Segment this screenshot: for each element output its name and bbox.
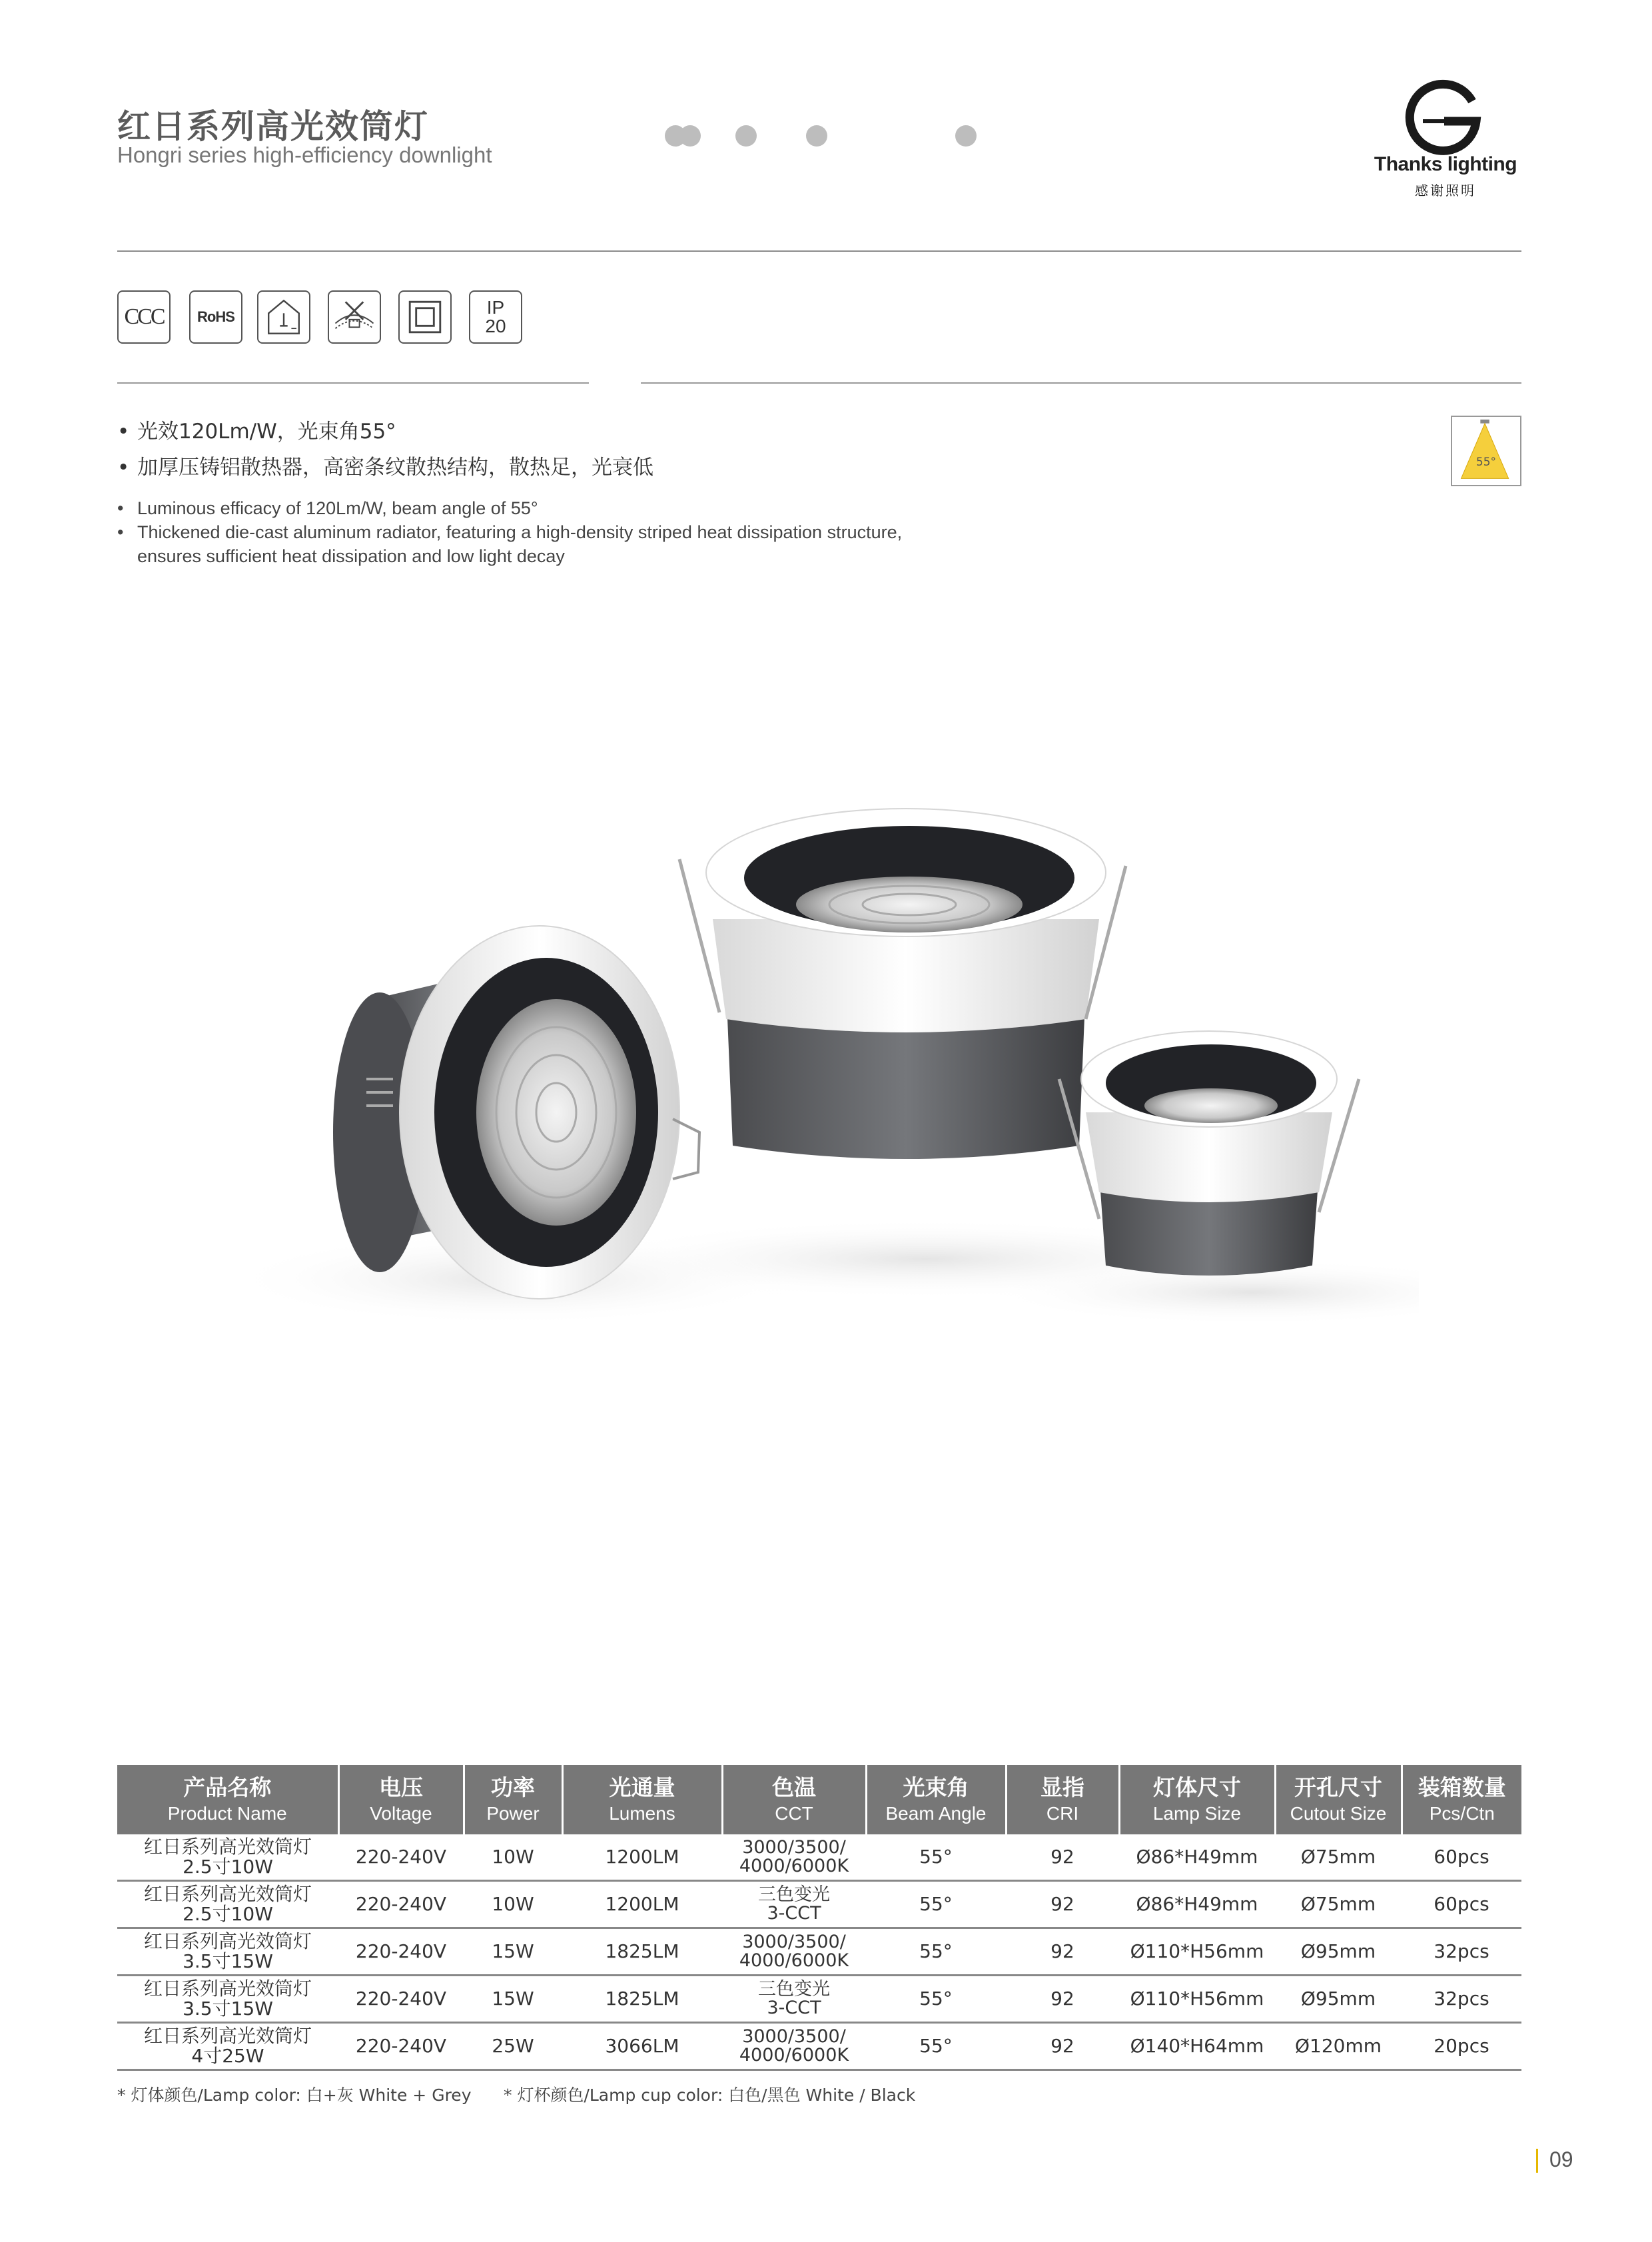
table-header-row — [117, 1765, 1521, 1834]
table-row — [117, 1976, 1521, 2023]
cell-lumens: 1825LM — [562, 1976, 722, 2023]
table-row — [117, 1834, 1521, 1881]
cell-product-name: 红日系列高光效筒灯 2.5寸10W — [117, 1834, 338, 1881]
cell-beam-angle: 55° — [866, 1976, 1006, 2023]
page-title-cn: 红日系列高光效筒灯 — [117, 107, 429, 146]
cell-power: 10W — [464, 1881, 562, 1928]
beam-angle-label: 55° — [1475, 456, 1497, 469]
col-header-pcs-ctn: 装箱数量 Pcs/Ctn — [1402, 1765, 1521, 1834]
note-cup-color: * 灯杯颜色/Lamp cup color: 白色/黑色 White / Black — [504, 2085, 916, 2105]
cell-lamp-size: Ø86*H49mm — [1119, 1834, 1275, 1881]
cell-product-name: 红日系列高光效筒灯 3.5寸15W — [117, 1976, 338, 2023]
cell-lumens: 1825LM — [562, 1928, 722, 1976]
class-two-icon — [398, 290, 452, 344]
note-lamp-color: * 灯体颜色/Lamp color: 白+灰 White + Grey — [117, 2085, 472, 2105]
downlight-small-upright — [1059, 1031, 1359, 1276]
cell-cri: 92 — [1006, 1834, 1119, 1881]
downlight-large-upright — [679, 809, 1126, 1159]
beam-angle-icon — [1451, 416, 1521, 486]
cell-cri: 92 — [1006, 1881, 1119, 1928]
cell-lamp-size: Ø110*H56mm — [1119, 1928, 1275, 1976]
cell-cct: 三色变光 3-CCT — [722, 1881, 866, 1928]
col-header-lamp-size: 灯体尺寸 Lamp Size — [1119, 1765, 1275, 1834]
cell-lumens: 1200LM — [562, 1834, 722, 1881]
decor-dot — [735, 125, 757, 147]
cell-pcs-ctn: 60pcs — [1402, 1834, 1521, 1881]
cell-cri: 92 — [1006, 2023, 1119, 2070]
brand-name-en: Thanks lighting — [1374, 153, 1517, 175]
col-header-cutout-size: 开孔尺寸 Cutout Size — [1275, 1765, 1402, 1834]
cell-cutout-size: Ø95mm — [1275, 1928, 1402, 1976]
no-insulation-cover-icon — [328, 290, 381, 344]
spec-table — [117, 1765, 1521, 2071]
col-header-power: 功率 Power — [464, 1765, 562, 1834]
ip-value: 20 — [485, 316, 506, 336]
feature-en-3: ensures sufficient heat dissipation and low light decay — [137, 546, 565, 566]
table-row — [117, 1928, 1521, 1976]
cell-cct: 3000/3500/ 4000/6000K — [722, 1928, 866, 1976]
cell-cct: 3000/3500/ 4000/6000K — [722, 2023, 866, 2070]
table-row — [117, 1881, 1521, 1928]
brand-logo-icon — [1403, 77, 1484, 159]
col-header-cri: 显指 CRI — [1006, 1765, 1119, 1834]
cell-beam-angle: 55° — [866, 1881, 1006, 1928]
cell-power: 15W — [464, 1976, 562, 2023]
cell-cct: 3000/3500/ 4000/6000K — [722, 1834, 866, 1881]
table-row — [117, 2023, 1521, 2070]
header-divider — [117, 250, 1521, 252]
cell-cri: 92 — [1006, 1928, 1119, 1976]
cell-voltage: 220-240V — [338, 1881, 464, 1928]
cell-lamp-size: Ø110*H56mm — [1119, 1976, 1275, 2023]
page-title-en: Hongri series high-efficiency downlight — [117, 143, 492, 167]
page-number-accent — [1536, 2149, 1538, 2173]
col-header-beam-angle: 光束角 Beam Angle — [866, 1765, 1006, 1834]
cell-beam-angle: 55° — [866, 1928, 1006, 1976]
section-divider-right — [641, 382, 1521, 384]
feature-en-2: • Thickened die-cast aluminum radiator, featuring a high-density striped heat dissipation structure, — [117, 522, 903, 542]
cell-product-name: 红日系列高光效筒灯 4寸25W — [117, 2023, 338, 2070]
decor-dot — [806, 125, 827, 147]
cell-lumens: 1200LM — [562, 1881, 722, 1928]
decor-dot — [955, 125, 977, 147]
ip20-rating-icon — [469, 290, 522, 344]
cell-voltage: 220-240V — [338, 1834, 464, 1881]
indoor-use-icon — [257, 290, 310, 344]
cell-lamp-size: Ø140*H64mm — [1119, 2023, 1275, 2070]
cell-power: 25W — [464, 2023, 562, 2070]
cell-lumens: 3066LM — [562, 2023, 722, 2070]
cell-pcs-ctn: 32pcs — [1402, 1976, 1521, 2023]
page-number: 09 — [1549, 2147, 1573, 2171]
cell-lamp-size: Ø86*H49mm — [1119, 1881, 1275, 1928]
cell-pcs-ctn: 20pcs — [1402, 2023, 1521, 2070]
col-header-cct: 色温 CCT — [722, 1765, 866, 1834]
cell-voltage: 220-240V — [338, 1928, 464, 1976]
cell-cutout-size: Ø95mm — [1275, 1976, 1402, 2023]
cell-beam-angle: 55° — [866, 1834, 1006, 1881]
cell-power: 10W — [464, 1834, 562, 1881]
cell-pcs-ctn: 60pcs — [1402, 1881, 1521, 1928]
rohs-cert-icon: RoHS — [189, 290, 242, 344]
cell-cutout-size: Ø75mm — [1275, 1834, 1402, 1881]
cell-beam-angle: 55° — [866, 2023, 1006, 2070]
cell-pcs-ctn: 32pcs — [1402, 1928, 1521, 1976]
product-photo — [153, 799, 1419, 1345]
cell-voltage: 220-240V — [338, 2023, 464, 2070]
cell-cct: 三色变光 3-CCT — [722, 1976, 866, 2023]
col-header-lumens: 光通量 Lumens — [562, 1765, 722, 1834]
feature-cn-1: • 光效120Lm/W，光束角55° — [117, 420, 396, 444]
ccc-cert-icon: CCC — [117, 290, 171, 344]
decor-dot — [679, 125, 701, 147]
cell-voltage: 220-240V — [338, 1976, 464, 2023]
cell-product-name: 红日系列高光效筒灯 2.5寸10W — [117, 1881, 338, 1928]
feature-cn-2: • 加厚压铸铝散热器，高密条纹散热结构，散热足，光衰低 — [117, 456, 653, 480]
section-divider-left — [117, 382, 589, 384]
cell-cutout-size: Ø75mm — [1275, 1881, 1402, 1928]
cell-cutout-size: Ø120mm — [1275, 2023, 1402, 2070]
cell-power: 15W — [464, 1928, 562, 1976]
feature-en-1: • Luminous efficacy of 120Lm/W, beam angle of 55° — [117, 498, 538, 518]
ip-label: IP — [486, 297, 505, 318]
col-header-product-name: 产品名称 Product Name — [117, 1765, 338, 1834]
col-header-voltage: 电压 Voltage — [338, 1765, 464, 1834]
cell-product-name: 红日系列高光效筒灯 3.5寸15W — [117, 1928, 338, 1976]
brand-name-cn: 感谢照明 — [1415, 183, 1476, 198]
cell-cri: 92 — [1006, 1976, 1119, 2023]
